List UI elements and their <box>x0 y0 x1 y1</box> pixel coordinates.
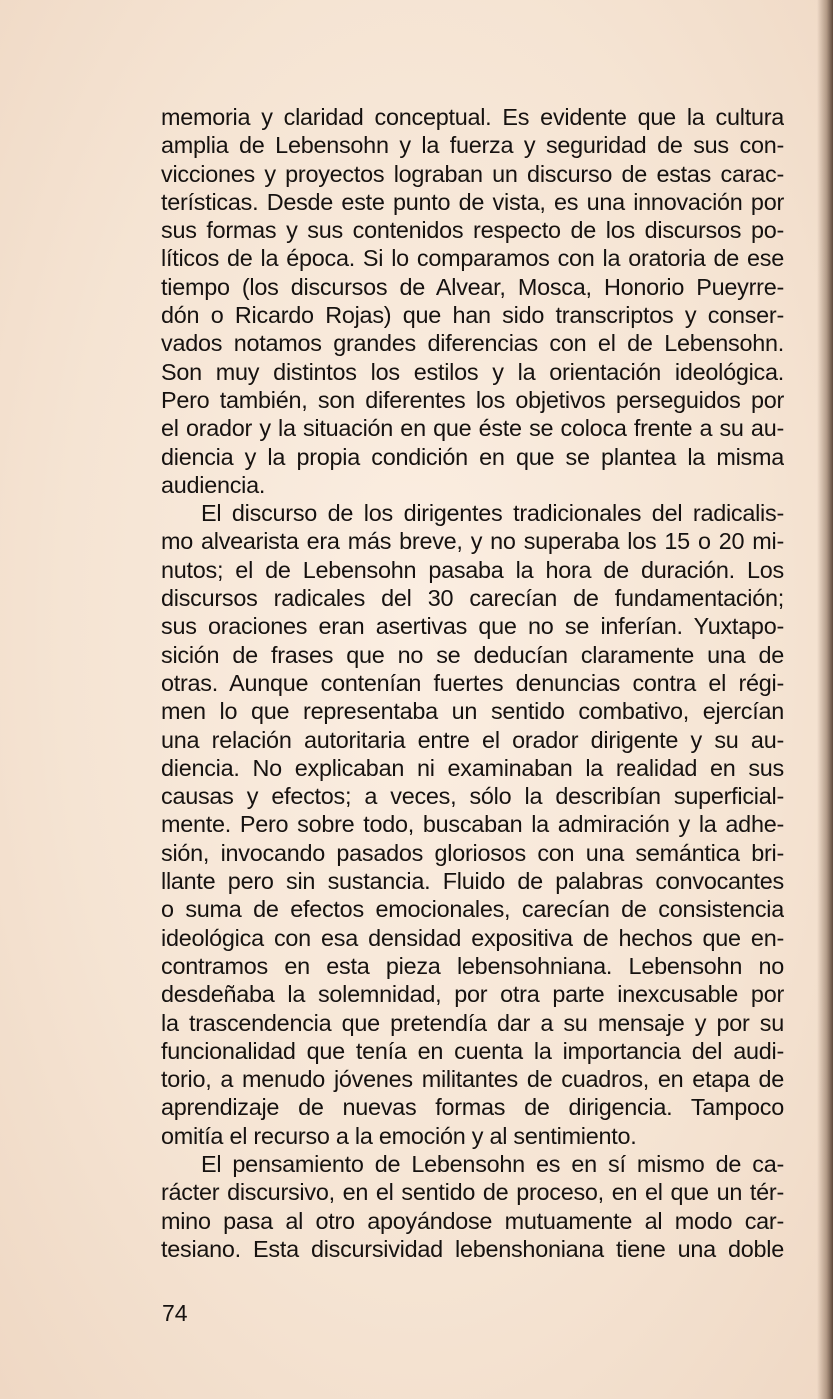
page-edge-shadow <box>817 0 833 1399</box>
text-line: mente. Pero sobre todo, buscaban la admiración y la adhe- <box>161 811 784 838</box>
text-line: sición de frases que no se deducían claramente una de <box>161 641 784 668</box>
text-line: omitía el recurso a la emoción y al sentimiento. <box>161 1122 637 1149</box>
text-line: mino pasa al otro apoyándose mutuamente al modo car- <box>161 1207 784 1234</box>
text-line: nutos; el de Lebensohn pasaba la hora de duración. Los <box>161 556 784 583</box>
paragraph-2 <box>161 499 784 1150</box>
text-line: contramos en esta pieza lebensohniana. Lebensohn no <box>161 952 784 979</box>
paragraph-1 <box>161 103 784 499</box>
text-line: una relación autoritaria entre el orador dirigente y su au- <box>161 726 784 753</box>
text-line: El pensamiento de Lebensohn es en sí mismo de ca- <box>201 1150 784 1177</box>
text-line: terísticas. Desde este punto de vista, es una innovación por <box>161 188 784 215</box>
text-line: vados notamos grandes diferencias con el de Lebensohn. <box>161 330 784 357</box>
text-line: ideológica con esa densidad expositiva de hechos que en- <box>161 924 784 951</box>
text-line: mo alvearista era más breve, y no superaba los 15 o 20 mi- <box>161 528 784 555</box>
text-line: rácter discursivo, en el sentido de proceso, en el que un tér- <box>161 1179 784 1206</box>
text-line: sus oraciones eran asertivas que no se inferían. Yuxtapo- <box>161 613 784 640</box>
text-line: El discurso de los dirigentes tradicionales del radicalis- <box>201 500 784 527</box>
text-line: diencia. No explicaban ni examinaban la realidad en sus <box>161 754 784 781</box>
text-line: desdeñaba la solemnidad, por otra parte inexcusable por <box>161 981 784 1008</box>
text-line: aprendizaje de nuevas formas de dirigencia. Tampoco <box>161 1094 784 1121</box>
text-line: o suma de efectos emocionales, carecían de consistencia <box>161 896 784 923</box>
text-line: llante pero sin sustancia. Fluido de palabras convocantes <box>161 868 784 895</box>
text-line: vicciones y proyectos lograban un discurso de estas carac- <box>161 160 784 187</box>
text-line: men lo que representaba un sentido combativo, ejercían <box>161 698 784 725</box>
text-line: diencia y la propia condición en que se plantea la misma <box>161 443 784 470</box>
text-line: sus formas y sus contenidos respecto de los discursos po- <box>161 217 784 244</box>
text-line: audiencia. <box>161 471 266 498</box>
paragraph-3 <box>161 1150 784 1263</box>
text-line: Pero también, son diferentes los objetivos perseguidos por <box>161 386 784 413</box>
text-line: amplia de Lebensohn y la fuerza y seguridad de sus con- <box>161 132 784 159</box>
body-text <box>161 103 784 1263</box>
text-line: causas y efectos; a veces, sólo la describían superficial- <box>161 783 784 810</box>
text-line: memoria y claridad conceptual. Es evidente que la cultura <box>161 104 784 130</box>
text-line: tiempo (los discursos de Alvear, Mosca, Honorio Pueyrre- <box>161 273 784 300</box>
text-line: la trascendencia que pretendía dar a su mensaje y por su <box>161 1009 784 1036</box>
text-line: funcionalidad que tenía en cuenta la importancia del audi- <box>161 1037 784 1064</box>
text-line: torio, a menudo jóvenes militantes de cuadros, en etapa de <box>161 1066 784 1093</box>
text-line: otras. Aunque contenían fuertes denuncias contra el régi- <box>161 669 784 696</box>
page-number: 74 <box>162 1300 188 1326</box>
text-line: sión, invocando pasados gloriosos con una semántica bri- <box>161 839 784 866</box>
text-line: el orador y la situación en que éste se coloca frente a su au- <box>161 415 784 442</box>
text-line: líticos de la época. Si lo comparamos con la oratoria de ese <box>161 245 784 272</box>
text-line: discursos radicales del 30 carecían de fundamentación; <box>161 585 784 612</box>
text-line: Son muy distintos los estilos y la orientación ideológica. <box>161 358 784 385</box>
text-line: dón o Ricardo Rojas) que han sido transcriptos y conser- <box>161 302 784 329</box>
text-line: tesiano. Esta discursividad lebenshoniana tiene una doble <box>161 1235 784 1262</box>
